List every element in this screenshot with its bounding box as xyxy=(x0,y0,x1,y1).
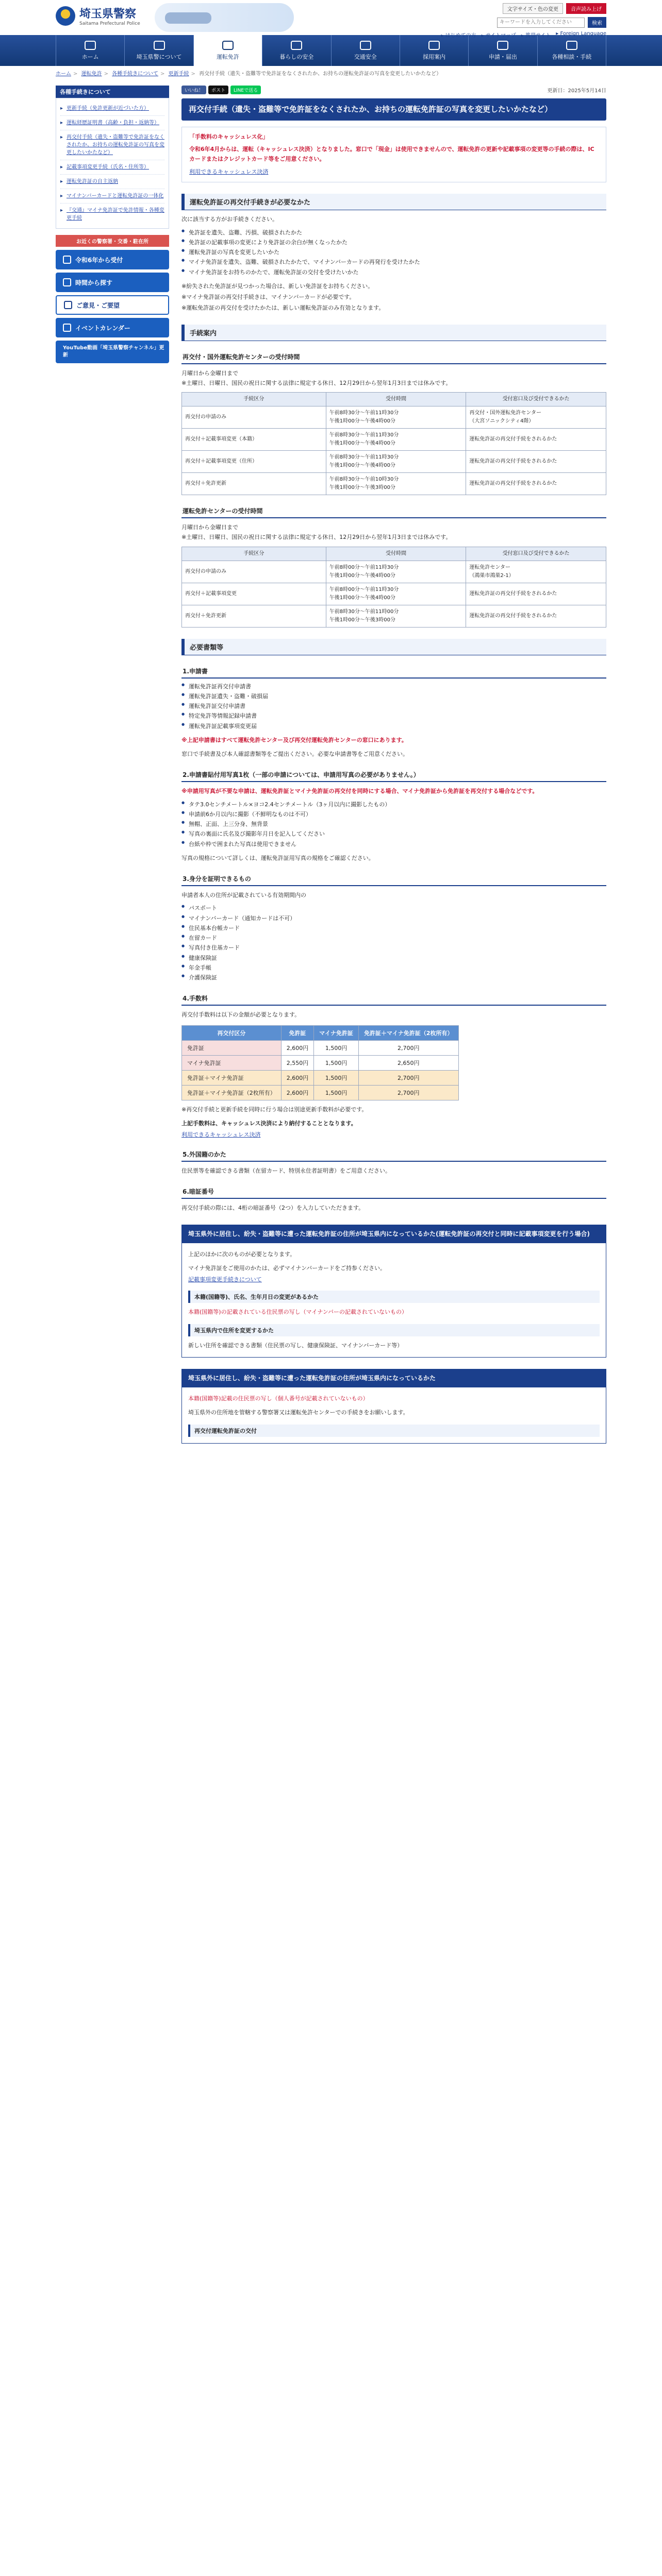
main-content xyxy=(181,86,606,1444)
table-header: 再交付区分 xyxy=(182,1025,282,1040)
who-note-2: ※マイナ免許証の再交付手続きは、マイナンバーカードが必要です。 xyxy=(181,294,355,300)
sidebar-heading: 各種手続きについて xyxy=(56,86,169,98)
cashless-link[interactable]: 利用できるキャッシュレス決済 xyxy=(189,168,269,175)
box-text: 新しい住所を確認できる書類（住民票の写し、健康保険証、マイナンバーカード等） xyxy=(188,1342,403,1349)
table-header: 受付時間 xyxy=(326,393,466,406)
sidebar-item-myna-info[interactable]: ▸ 『交通』マイナ免許証で免許情報・各種変更手続 xyxy=(60,204,164,225)
banner-feedback[interactable]: ご意見・ご要望 xyxy=(56,295,169,315)
license-card-icon xyxy=(222,41,234,50)
nav-consult[interactable]: 各種相談・手続 xyxy=(538,35,606,66)
list-item: ● 免許証を遺失、盗難、汚損、破損されたかた xyxy=(181,228,606,238)
pin-note: 再交付手続の際には、4桁の暗証番号（2つ）を入力していただきます。 xyxy=(181,1205,365,1212)
list-item: ● タテ3.0センチメートル×ヨコ2.4センチメートル（3ヶ月以内に撮影したもの） xyxy=(181,800,606,809)
list-item: ● 年金手帳 xyxy=(181,963,606,973)
banner-reiwa[interactable]: 令和6年から受付 xyxy=(56,250,169,269)
list-item: ● 運転免許証再交付申請書 xyxy=(181,682,606,691)
search-input[interactable] xyxy=(497,18,585,28)
nav-traffic[interactable]: 交通安全 xyxy=(332,35,400,66)
table-row: 再交付＋記載事項変更（本籍） 午前8時30分〜午前11時30分 午後1時00分〜午後4時00分 運転免許証の再交付手続をされるかた xyxy=(182,429,606,451)
list-item: ● 特定免許等情報記録申請書 xyxy=(181,711,606,721)
change-procedure-link[interactable]: 記載事項変更手続きについて xyxy=(188,1276,262,1283)
foreign-note: 住民票等を確認できる書類（在留カード、特別永住者証明書）をご用意ください。 xyxy=(181,1167,391,1174)
section-documents: 必要書類等 xyxy=(181,639,606,655)
box-subheading: 再交付運転免許証の交付 xyxy=(188,1425,600,1437)
box-text: 本籍(国籍等)の記載されている住民票の写し（マイナンバーの記載されていないもの） xyxy=(188,1309,408,1316)
list-item: ● マイナ免許証をお持ちのかたで、運転免許証の交付を受けたいかた xyxy=(181,267,606,277)
list-item: ● 写真付き住基カード xyxy=(181,943,606,953)
sidebar-item-mynumber[interactable]: ▸ マイナンバーカードと運転免許証の一体化 xyxy=(60,189,164,204)
updated-date: 更新日：2025年5月14日 xyxy=(547,88,606,94)
reception-table-2 xyxy=(181,547,606,628)
table1-note: 月曜日から金曜日まで ※土曜日、日曜日、国民の祝日に関する法律に規定する休日、12月29日から翌年1月3日までは休みです。 xyxy=(181,369,452,386)
section-who-intro: 次に該当する方がお手続きください。 xyxy=(181,216,278,223)
link-foreign-language[interactable]: ▸ Foreign Language xyxy=(556,31,606,37)
line-share-button[interactable]: LINEで送る xyxy=(230,86,261,94)
header-utility xyxy=(359,3,606,39)
doc-2-heading: 2.申請書貼付用写真1枚（一部の申請については、申請用写真の必要がありません。） xyxy=(181,768,606,782)
box-text: マイナ免許証をご使用のかたは、必ずマイナンバーカードをご持参ください。 xyxy=(188,1264,386,1272)
form-location-note: ※上記申請書はすべて運転免許センター及び再交付運転免許センターの窓口にあります。 xyxy=(181,736,407,743)
link-first-time[interactable]: ▸ はじめての方 xyxy=(441,33,476,39)
cashless-notice-title: 「手数料のキャッシュレス化」 xyxy=(189,133,269,140)
mail-icon xyxy=(64,301,72,309)
table2-note: 月曜日から金曜日まで ※土曜日、日曜日、国民の祝日に関する法律に規定する休日、12月29日から翌年1月3日までは休みです。 xyxy=(181,524,452,541)
read-aloud-button[interactable]: 音声読み上げ xyxy=(566,3,606,14)
section-who-needs: 運転免許証の再交付手続きが必要なかた xyxy=(181,194,606,210)
sidebar xyxy=(56,86,169,1444)
table-header: マイナ免許証 xyxy=(314,1025,359,1040)
breadcrumb-procedures[interactable]: 各種手続きについて xyxy=(112,71,158,77)
nav-safety[interactable]: 暮らしの安全 xyxy=(262,35,331,66)
list-item: ● 無帽、正面、上三分身、無背景 xyxy=(181,819,606,829)
section-guide: 手続案内 xyxy=(181,325,606,341)
breadcrumb-license[interactable]: 運転免許 xyxy=(81,71,102,77)
table-header: 手続区分 xyxy=(182,393,326,406)
sidebar-item-history-cert[interactable]: ▸ 運転経歴証明書（高齢・負担・返納等） xyxy=(60,116,164,130)
page-title: 再交付手続（遺失・盗難等で免許証をなくされたか、お持ちの運転免許証の写真を変更したいかたなど） xyxy=(181,98,606,121)
site-logo[interactable] xyxy=(56,5,140,26)
box-subheading: 本籍(国籍等)、氏名、生年月日の変更があるかた xyxy=(188,1291,600,1303)
doc-5-heading: 5.外国籍のかた xyxy=(181,1148,606,1162)
fee-intro: 再交付手数料は以下の金額が必要となります。 xyxy=(181,1011,301,1019)
breadcrumb-current: 再交付手続（遺失・盗難等で免許証をなくされたか、お持ちの運転免許証の写真を変更したいかたなど） xyxy=(199,71,442,77)
table-row: 再交付＋免許更新 午前8時30分〜午前11時00分 午後1時00分〜午後3時00分 運転免許証の再交付手続をされるかた xyxy=(182,605,606,627)
header-illustration xyxy=(155,3,294,32)
list-item: ● 運転免許証交付申請書 xyxy=(181,701,606,711)
facebook-like-button[interactable]: いいね！ xyxy=(181,86,206,94)
list-item: ● 運転免許証遺失・盗難・破損届 xyxy=(181,691,606,701)
photo-spec-list xyxy=(181,800,606,849)
doc-4-heading: 4.手数料 xyxy=(181,992,606,1006)
box-heading: 埼玉県外に居住し、紛失・盗難等に遭った運転免許証の住所が埼玉県内になっているかた(運転免許証の再交付と同時に記載事項変更を行う場合) xyxy=(182,1225,606,1243)
form-note: 窓口で手続書及び本人確認書類等をご提出ください。必要な申請書等をご用意ください。 xyxy=(181,751,408,757)
table-row: マイナ免許証 2,550円 1,500円 2,650円 xyxy=(182,1055,459,1070)
list-item: ● パスポート xyxy=(181,903,606,913)
banner-event-calendar[interactable]: イベントカレンダー xyxy=(56,318,169,337)
table-row: 再交付の申請のみ 午前8時30分〜午前11時30分 午後1時00分〜午後4時00分 再交付・国外運転免許センター （大宮ソニックシティ4階） xyxy=(182,406,606,429)
nav-about[interactable]: 埼玉県警について xyxy=(125,35,193,66)
list-item: ● マイナンバーカード（通知カードは不可） xyxy=(181,913,606,923)
list-item: ● 運転免許証記載事項変更届 xyxy=(181,721,606,731)
outside-saitama-box-1 xyxy=(181,1225,606,1358)
box-subheading: 埼玉県内で住所を変更するかた xyxy=(188,1324,600,1336)
table-header: 免許証＋マイナ免許証（2枚所有） xyxy=(359,1025,458,1040)
table-header: 手続区分 xyxy=(182,547,326,561)
car-icon xyxy=(360,41,371,50)
photo-note: 写真の規格について詳しくは、運転免許証用写真の規格をご確認ください。 xyxy=(181,854,374,861)
table-row: 免許証 2,600円 1,500円 2,700円 xyxy=(182,1040,459,1055)
doc-3-heading: 3.身分を証明できるもの xyxy=(181,872,606,886)
fee-note-2: 上記手数料は、キャッシュレス決済により納付することとなります。 xyxy=(181,1120,357,1127)
person-icon xyxy=(428,41,440,50)
clock-icon xyxy=(63,278,71,286)
id-intro: 申請者本人の住所が記載されている有効期間内の xyxy=(181,892,306,899)
home-icon xyxy=(85,41,96,50)
site-header xyxy=(0,0,662,39)
list-item: ● 運転免許証の写真を変更したいかた xyxy=(181,247,606,257)
table-row: 再交付＋記載事項変更 午前8時00分〜午前11時30分 午後1時00分〜午後4時00分 運転免許証の再交付手続をされるかた xyxy=(182,583,606,605)
list-item: ● 健康保険証 xyxy=(181,953,606,963)
list-item: ● 免許証の記載事項の変更により免許証の余白が無くなったかた xyxy=(181,238,606,247)
id-document-list xyxy=(181,903,606,982)
box-text: 上記のほかに次のものが必要となります。 xyxy=(188,1250,296,1258)
fee-note-1: ※再交付手続と更新手続を同時に行う場合は別途更新手数料が必要です。 xyxy=(181,1106,368,1113)
doc-1-heading: 1.申請書 xyxy=(181,665,606,679)
table-header: 受付時間 xyxy=(326,547,466,561)
table-row: 再交付の申請のみ 午前8時00分〜午前11時30分 午後1時00分〜午後4時00分 運転免許センター （鴻巣市鴻巣2-1） xyxy=(182,561,606,583)
document-icon xyxy=(497,41,508,50)
cashless-notice-body: 令和6年4月からは、運転（キャッシュレス決済）となりました。窓口で「現金」は使用できませんので、運転免許の更新や記載事項の変更等の手続の際は、ICカードまたはクレジットカード等をご用意ください。 xyxy=(189,146,594,162)
sidebar-item-change[interactable]: ▸ 記載事項変更手続（氏名・住所等） xyxy=(60,160,164,175)
nav-application[interactable]: 申請・届出 xyxy=(469,35,537,66)
who-note-1: ※紛失された免許証が見つかった場合は、新しい免許証をお持ちください。 xyxy=(181,282,374,290)
list-item: ● 台紙や枠で囲まれた写真は使用できません xyxy=(181,839,606,849)
police-emblem-icon xyxy=(56,6,75,26)
table-row: 免許証＋マイナ免許証 2,600円 1,500円 2,700円 xyxy=(182,1070,459,1085)
breadcrumb: ホーム > 運転免許 > 各種手続きについて > 更新手続 > 再交付手続（遺失・盗難等で免許証をなくされたか、お持ちの運転免許証の写真を変更したいかたなど） xyxy=(56,71,442,77)
table-row: 再交付＋免許更新 午前8時30分〜午前10時30分 午後1時00分〜午後3時00分 運転免許証の再交付手続をされるかた xyxy=(182,473,606,495)
banner-time-search[interactable]: 時間から探す xyxy=(56,273,169,292)
banner-youtube[interactable]: YouTube動画「埼玉県警察チャンネル」更新 xyxy=(56,341,169,363)
logo-title: 埼玉県警察 xyxy=(79,8,137,21)
text-size-button[interactable]: 文字サイズ・色の変更 xyxy=(503,3,563,14)
calendar-icon xyxy=(63,256,71,264)
photo-exempt-note: ※申請用写真が不要な申請は、運転免許証とマイナ免許証の再交付を同時にする場合、マイナ免許証から免許証を再交付する場合などです。 xyxy=(181,788,538,795)
breadcrumb-renewal[interactable]: 更新手続 xyxy=(168,71,189,77)
fee-cashless-link[interactable]: 利用できるキャッシュレス決済 xyxy=(181,1131,261,1138)
list-item: ● 写真の裏面に氏名及び撮影年月日を記入してください xyxy=(181,829,606,839)
application-form-list xyxy=(181,682,606,731)
reception-table-1 xyxy=(181,392,606,495)
box-text: 本籍(国籍等)記載の住民票の写し（個人番号が記載されていないもの） xyxy=(188,1395,369,1402)
table-header: 受付窓口及び受付できるかた xyxy=(466,547,606,561)
table2-heading: 運転免許センターの受付時間 xyxy=(181,504,606,518)
x-post-button[interactable]: ポスト xyxy=(208,86,228,94)
doc-6-heading: 6.暗証番号 xyxy=(181,1185,606,1199)
box-text: 埼玉県外の住所地を管轄する警察署又は運転免許センターでの手続きをお願いします。 xyxy=(188,1409,409,1416)
fee-table xyxy=(181,1025,459,1100)
table-header: 免許証 xyxy=(281,1025,314,1040)
who-needs-list xyxy=(181,228,606,277)
nav-recruit[interactable]: 採用案内 xyxy=(400,35,469,66)
logo-subtitle: Saitama Prefectural Police xyxy=(79,21,140,26)
house-shield-icon xyxy=(291,41,302,50)
box-heading: 埼玉県外に居住し、紛失・盗難等に遭った運転免許証の住所が埼玉県内になっているかた xyxy=(182,1369,606,1387)
link-sitemap[interactable]: ▸ サイトマップ xyxy=(481,33,516,39)
share-buttons xyxy=(181,86,261,94)
sidebar-list xyxy=(56,98,169,229)
table-row: 再交付＋記載事項変更（住所） 午前8時30分〜午前11時30分 午後1時00分〜午後4時00分 運転免許証の再交付手続をされるかた xyxy=(182,451,606,473)
outside-saitama-box-2 xyxy=(181,1369,606,1444)
global-nav xyxy=(0,35,662,66)
table1-heading: 再交付・国外運転免許センターの受付時間 xyxy=(181,350,606,364)
who-note-3: ※運転免許証の再交付を受けたかたは、新しい運転免許証のみ有効となります。 xyxy=(181,304,385,312)
breadcrumb-home[interactable]: ホーム xyxy=(56,71,71,77)
sidebar-item-reissue[interactable]: ▸ 再交付手続（遺失・盗難等で免許証をなくされたか、お持ちの運転免許証の写真を変更したいかたなど） xyxy=(60,130,164,160)
list-item: ● 申請前6か月以内に撮影（不鮮明なものは不可） xyxy=(181,809,606,819)
list-item: ● マイナ免許証を遺失、盗難、破損されたかたで、マイナンバーカードの再発行を受けたかた xyxy=(181,257,606,267)
nav-license[interactable]: 運転免許 xyxy=(194,35,262,66)
nav-home[interactable]: ホーム xyxy=(56,35,125,66)
phone-icon xyxy=(566,41,577,50)
list-item: ● 介護保険証 xyxy=(181,973,606,982)
link-mobile[interactable]: ▸ 携帯サイト xyxy=(521,33,551,39)
list-item: ● 在留カード xyxy=(181,933,606,943)
table-row: 免許証＋マイナ免許証（2枚所有） 2,600円 1,500円 2,700円 xyxy=(182,1085,459,1100)
sidebar-banner-heading[interactable]: お近くの警察署・交番・駐在所 xyxy=(56,235,169,247)
table-header: 受付窓口及び受付できるかた xyxy=(466,393,606,406)
calendar-icon xyxy=(63,324,71,332)
list-item: ● 住民基本台帳カード xyxy=(181,923,606,933)
cashless-notice xyxy=(181,127,606,183)
building-icon xyxy=(154,41,165,50)
sidebar-item-return[interactable]: ▸ 運転免許証の自主返納 xyxy=(60,175,164,189)
search-button[interactable]: 検索 xyxy=(588,17,606,28)
sidebar-item-renewal[interactable]: ▸ 更新手続（免許更新が近づいた方） xyxy=(60,101,164,116)
